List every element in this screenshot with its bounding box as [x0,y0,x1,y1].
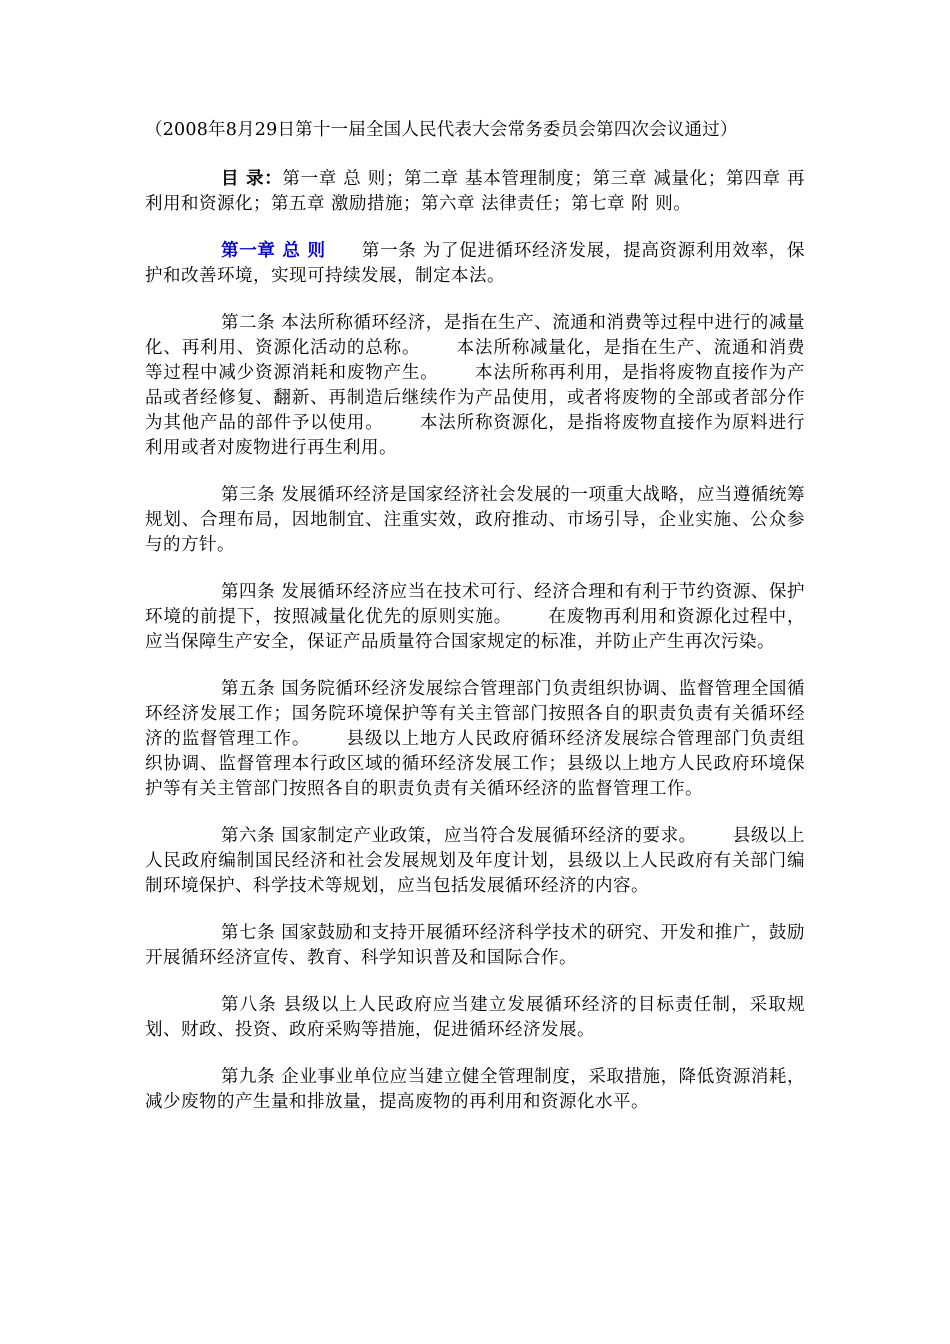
article-1: 第一条 为了促进循环经济发展，提高资源利用效率，保护和改善环境，实现可持续发展，制定本法。 [145,241,806,286]
article-4 [145,580,805,655]
article-5 [145,677,805,802]
article-6-part-1: 第六条 国家制定产业政策，应当符合发展循环经济的要求。 [221,826,697,846]
article-6-part-2: 县级以上人民政府编制国民经济和社会发展规划及年度计划，县级以上人民政府有关部门编制环境保护、科学技术等规划，应当包括发展循环经济的内容。 [145,826,805,896]
article-9: 第九条 企业事业单位应当建立健全管理制度，采取措施，降低资源消耗，减少废物的产生量和排放量，提高废物的再利用和资源化水平。 [145,1067,805,1112]
article-2-part-4: 本法所称资源化，是指将废物直接作为原料进行利用或者对废物进行再生利用。 [145,413,806,458]
article-8: 第八条 县级以上人民政府应当建立发展循环经济的目标责任制，采取规划、财政、投资、政府采购等措施，促进循环经济发展。 [145,995,805,1040]
toc-text: 第一章 总 则；第二章 基本管理制度；第三章 减量化；第四章 再利用和资源化；第五章 激励措施；第六章 法律责任；第七章 附 则。 [145,169,806,214]
article-6 [145,824,805,899]
article-2-part-2: 本法所称减量化，是指在生产、流通和消费等过程中减少资源消耗和废物产生。 [145,338,806,383]
chapter-1-title: 第一章 总 则 [221,241,326,261]
article-5-part-2: 县级以上地方人民政府循环经济发展综合管理部门负责组织协调、监督管理本行政区域的循环经济发展工作；县级以上地方人民政府环境保护等有关主管部门按照各自的职责负责有关循环经济的监督管理工作。 [145,729,806,799]
article-7: 第七条 国家鼓励和支持开展循环经济科学技术的研究、开发和推广，鼓励开展循环经济宣传、教育、科学知识普及和国际合作。 [145,923,805,968]
article-4-part-2: 在废物再利用和资源化过程中，应当保障生产安全，保证产品质量符合国家规定的标准，并防止产生再次污染。 [145,607,806,652]
table-of-contents [145,167,805,217]
article-5-part-1: 第五条 国务院循环经济发展综合管理部门负责组织协调、监督管理全国循环经济发展工作；国务院环境保护等有关主管部门按照各自的职责负责有关循环经济的监督管理工作。 [145,679,805,749]
document-subtitle: （2008年8月29日第十一届全国人民代表大会常务委员会第四次会议通过） [145,120,738,140]
chapter-1-paragraph [145,239,805,289]
article-2 [145,311,805,461]
article-2-part-3: 本法所称再利用，是指将废物直接作为产品或者经修复、翻新、再制造后继续作为产品使用，或者将废物的全部或者部分作为其他产品的部件予以使用。 [145,363,806,433]
article-3: 第三条 发展循环经济是国家经济社会发展的一项重大战略，应当遵循统筹规划、合理布局，因地制宜、注重实效，政府推动、市场引导，企业实施、公众参与的方针。 [145,485,805,555]
article-4-part-1: 第四条 发展循环经济应当在技术可行、经济合理和有利于节约资源、保护环境的前提下，按照减量化优先的原则实施。 [145,582,805,627]
article-2-part-1: 第二条 本法所称循环经济，是指在生产、流通和消费等过程中进行的减量化、再利用、资源化活动的总称。 [145,313,805,358]
toc-label: 目 录： [221,169,283,189]
document-page [145,118,805,1137]
